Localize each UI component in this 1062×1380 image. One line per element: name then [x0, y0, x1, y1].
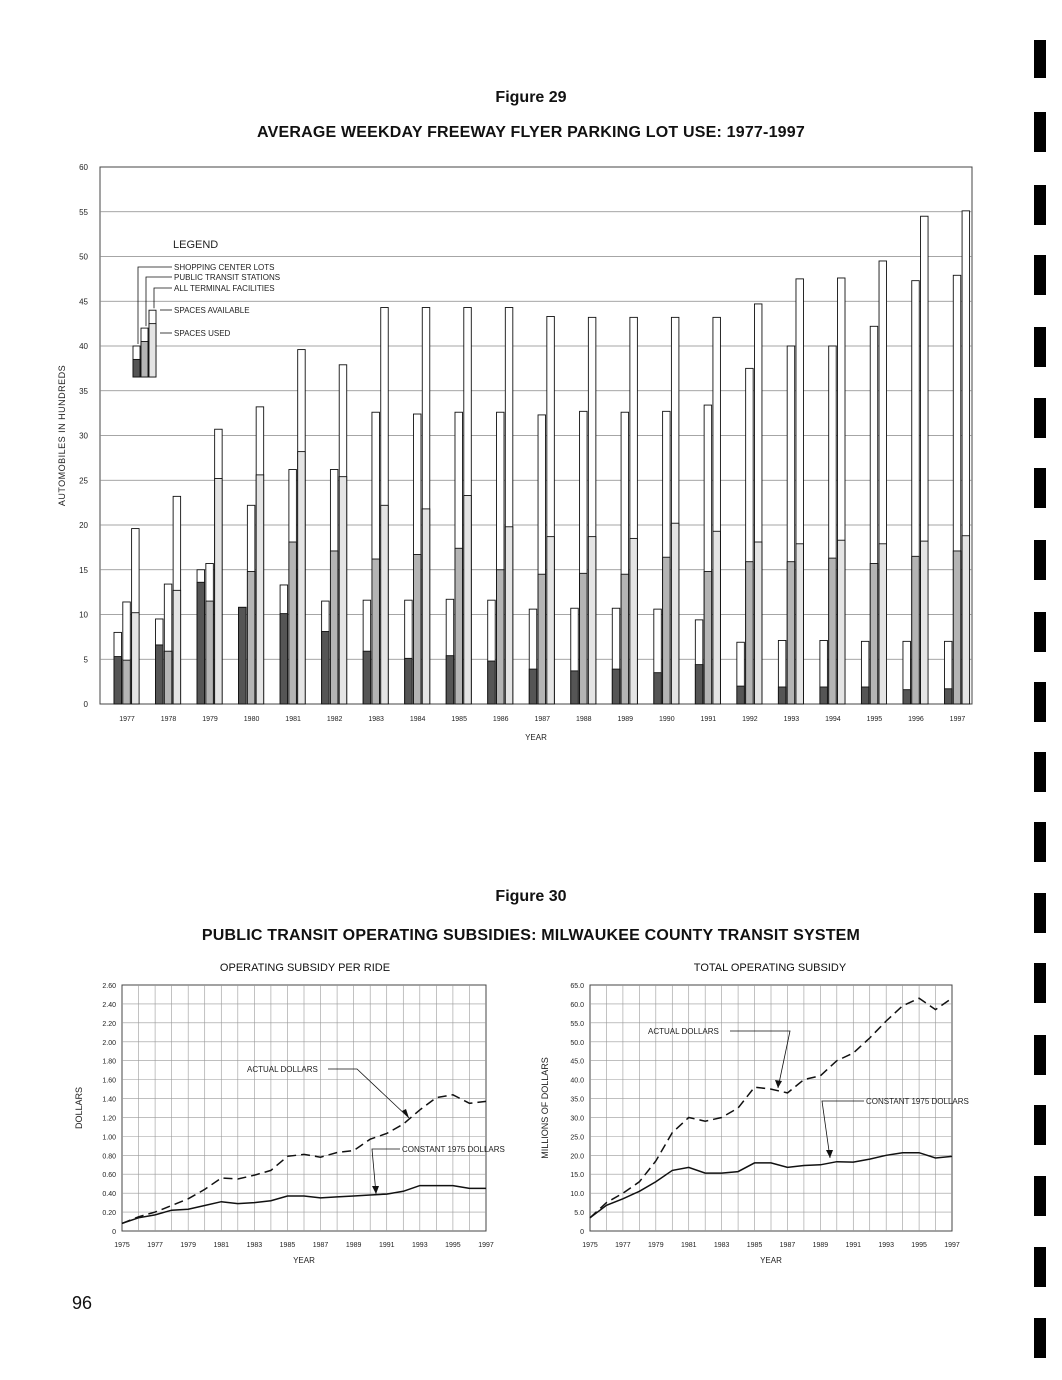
edge-mark: [1034, 752, 1046, 792]
bar-spaces-used: [838, 540, 846, 704]
bar-spaces-used: [497, 570, 505, 704]
subsidy-per-ride-title: OPERATING SUBSIDY PER RIDE: [219, 962, 391, 974]
legend-label: SPACES AVAILABLE: [174, 306, 250, 315]
bar-spaces-used: [372, 559, 380, 704]
x-tick-label: 1991: [845, 1242, 862, 1249]
y-tick-label: 2.20: [102, 1020, 116, 1028]
bar-spaces-used: [298, 452, 306, 704]
y-tick-label: 45: [79, 297, 88, 307]
edge-mark: [1034, 1105, 1046, 1145]
y-tick-label: 0: [83, 700, 88, 709]
y-tick-label: 50: [79, 252, 88, 262]
x-tick-label: 1993: [783, 716, 800, 723]
annotation-arrowhead: [826, 1150, 833, 1158]
edge-mark: [1034, 893, 1046, 933]
bar-spaces-used: [737, 686, 745, 704]
x-tick-label: 1977: [119, 716, 135, 723]
y-tick-label: 30: [79, 431, 88, 441]
bar-spaces-used: [778, 687, 786, 704]
page-number: 96: [72, 1293, 93, 1313]
bar-spaces-used: [123, 660, 131, 704]
edge-mark: [1034, 963, 1046, 1003]
y-axis-label: MILLIONS OF DOLLARS: [540, 1057, 550, 1159]
bar-spaces-used: [405, 658, 413, 704]
x-tick-label: 1990: [659, 716, 675, 723]
x-tick-label: 1986: [492, 716, 509, 723]
bar-spaces-used: [671, 523, 679, 704]
annotation-label: CONSTANT 1975 DOLLARS: [866, 1097, 969, 1106]
bar-spaces-used: [505, 527, 513, 704]
y-tick-label: 60.0: [570, 1001, 584, 1009]
x-tick-label: 1993: [412, 1242, 428, 1249]
bar-spaces-used: [422, 509, 430, 704]
bar-spaces-used: [197, 582, 205, 704]
bar-spaces-used: [538, 574, 546, 704]
bar-spaces-used: [363, 651, 371, 704]
x-tick-label: 1988: [575, 716, 592, 723]
parking-lot-bar-chart: [0, 150, 1000, 750]
y-tick-label: 55.0: [570, 1020, 584, 1028]
edge-mark: [1034, 327, 1046, 367]
x-tick-label: 1975: [114, 1242, 130, 1249]
bar-spaces-used: [704, 572, 712, 704]
x-tick-label: 1989: [345, 1242, 362, 1249]
bar-spaces-used: [953, 551, 961, 704]
y-tick-label: 5.0: [574, 1210, 584, 1218]
y-tick-label: 50.0: [570, 1039, 584, 1047]
x-tick-label: 1992: [742, 716, 758, 723]
legend-label: SPACES USED: [174, 329, 231, 338]
bar-spaces-used: [630, 538, 638, 704]
x-tick-label: 1995: [911, 1242, 927, 1249]
legend-swatch-used: [141, 342, 148, 377]
x-tick-label: 1996: [908, 716, 924, 723]
bar-spaces-used: [879, 544, 887, 704]
edge-mark: [1034, 468, 1046, 508]
x-tick-label: 1997: [949, 716, 966, 723]
bar-spaces-used: [621, 574, 629, 704]
bar-spaces-used: [464, 495, 472, 704]
x-axis-label: YEAR: [293, 1256, 315, 1265]
annotation-leader: [328, 1069, 409, 1118]
bar-spaces-used: [695, 665, 703, 704]
bar-spaces-used: [330, 551, 338, 704]
x-tick-label: 1987: [534, 716, 551, 723]
x-tick-label: 1995: [445, 1242, 461, 1249]
bar-spaces-used: [156, 645, 164, 704]
legend-label: ALL TERMINAL FACILITIES: [174, 284, 275, 293]
y-tick-label: 40: [79, 342, 88, 351]
y-tick-label: 35: [79, 386, 88, 396]
x-axis-label: YEAR: [525, 733, 547, 742]
edge-mark: [1034, 398, 1046, 438]
y-tick-label: 10: [79, 610, 88, 620]
y-tick-label: 0: [112, 1229, 116, 1236]
bar-spaces-used: [754, 542, 762, 704]
bar-spaces-used: [796, 544, 804, 704]
bar-spaces-used: [381, 505, 389, 704]
edge-mark: [1034, 1247, 1046, 1287]
legend-leader: [154, 288, 172, 308]
bar-spaces-used: [820, 687, 828, 704]
x-tick-label: 1975: [582, 1242, 598, 1249]
x-tick-label: 1983: [713, 1242, 730, 1249]
y-tick-label: 30.0: [570, 1115, 584, 1123]
annotation-arrowhead: [372, 1186, 379, 1194]
x-tick-label: 1981: [213, 1242, 230, 1249]
y-tick-label: 0.80: [102, 1153, 116, 1161]
x-tick-label: 1977: [615, 1242, 631, 1249]
x-tick-label: 1985: [451, 716, 467, 723]
x-axis-label: YEAR: [760, 1256, 782, 1265]
bar-spaces-used: [215, 478, 223, 704]
x-tick-label: 1983: [368, 716, 384, 723]
x-tick-label: 1993: [878, 1242, 894, 1249]
edge-mark: [1034, 255, 1046, 295]
edge-mark: [1034, 612, 1046, 652]
y-tick-label: 40.0: [570, 1077, 584, 1085]
total-subsidy-line-chart: [530, 975, 970, 1275]
figure-30-title: PUBLIC TRANSIT OPERATING SUBSIDIES: MILWAUKEE COUNTY TRANSIT SYSTEM: [201, 927, 861, 944]
y-tick-label: 60: [79, 163, 88, 172]
x-tick-label: 1977: [147, 1242, 163, 1249]
figure-29-title: AVERAGE WEEKDAY FREEWAY FLYER PARKING LOT USE: 1977-1997: [257, 124, 805, 141]
y-tick-label: 1.80: [102, 1058, 116, 1066]
y-tick-label: 25.0: [570, 1134, 584, 1142]
y-tick-label: 35.0: [570, 1096, 584, 1104]
bar-spaces-used: [944, 689, 952, 704]
y-tick-label: 1.00: [102, 1134, 116, 1142]
x-tick-label: 1989: [617, 716, 634, 723]
y-tick-label: 0.60: [102, 1172, 116, 1180]
bar-spaces-used: [962, 536, 970, 704]
bar-spaces-used: [588, 537, 596, 704]
bar-spaces-used: [547, 537, 555, 704]
y-tick-label: 25: [79, 476, 88, 486]
edge-mark: [1034, 822, 1046, 862]
subsidy-per-ride-line-chart: [60, 975, 520, 1275]
y-tick-label: 45.0: [570, 1058, 584, 1066]
y-tick-label: 1.40: [102, 1096, 116, 1104]
y-tick-label: 2.40: [102, 1001, 116, 1009]
x-tick-label: 1981: [285, 716, 301, 723]
x-tick-label: 1979: [180, 1242, 196, 1249]
annotation-label: ACTUAL DOLLARS: [247, 1065, 318, 1074]
bar-spaces-used: [280, 614, 288, 704]
edge-mark: [1034, 682, 1046, 722]
figure-30-number: Figure 30: [495, 888, 567, 905]
x-tick-label: 1985: [746, 1242, 763, 1249]
bar-spaces-used: [173, 590, 181, 704]
y-tick-label: 65.0: [570, 983, 584, 990]
edge-mark: [1034, 40, 1046, 78]
edge-mark: [1034, 1318, 1046, 1358]
bar-spaces-used: [654, 673, 662, 704]
bar-spaces-used: [612, 669, 620, 704]
y-tick-label: 1.20: [102, 1115, 116, 1123]
legend-title: LEGEND: [173, 239, 219, 251]
y-tick-label: 20: [79, 521, 88, 530]
x-tick-label: 1987: [779, 1242, 796, 1249]
legend-swatch-used: [133, 359, 140, 377]
x-tick-label: 1978: [160, 716, 177, 723]
bar-spaces-used: [829, 558, 837, 704]
bar-spaces-used: [239, 607, 247, 704]
y-tick-label: 0.20: [102, 1210, 116, 1218]
y-tick-label: 15.0: [570, 1172, 584, 1180]
bar-spaces-used: [580, 573, 588, 704]
annotation-label: ACTUAL DOLLARS: [648, 1027, 719, 1036]
x-tick-label: 1987: [312, 1242, 329, 1249]
x-tick-label: 1979: [648, 1242, 664, 1249]
y-tick-label: 5: [83, 655, 88, 665]
y-tick-label: 1.60: [102, 1077, 116, 1085]
y-axis-label: DOLLARS: [74, 1086, 84, 1130]
y-tick-label: 2.60: [102, 983, 116, 990]
bar-spaces-used: [413, 555, 421, 704]
bar-spaces-used: [861, 687, 869, 704]
total-subsidy-title: TOTAL OPERATING SUBSIDY: [693, 962, 847, 974]
bar-spaces-used: [322, 632, 330, 704]
bar-spaces-used: [488, 661, 496, 704]
figure-29-number: Figure 29: [495, 89, 567, 106]
annotation-label: CONSTANT 1975 DOLLARS: [402, 1145, 505, 1154]
bar-spaces-used: [903, 690, 911, 704]
bar-spaces-used: [132, 613, 140, 704]
x-tick-label: 1995: [866, 716, 883, 723]
x-tick-label: 1997: [944, 1242, 960, 1249]
y-tick-label: 2.00: [102, 1039, 116, 1047]
y-tick-label: 0: [580, 1229, 584, 1236]
x-tick-label: 1985: [279, 1242, 296, 1249]
bar-spaces-used: [921, 541, 929, 704]
y-axis-label: AUTOMOBILES IN HUNDREDS: [57, 364, 67, 507]
edge-mark: [1034, 1176, 1046, 1216]
bar-spaces-used: [713, 531, 721, 704]
x-tick-label: 1991: [378, 1242, 395, 1249]
x-tick-label: 1989: [812, 1242, 829, 1249]
x-tick-label: 1994: [825, 716, 841, 723]
x-tick-label: 1997: [478, 1242, 494, 1249]
bar-spaces-used: [247, 572, 255, 704]
bar-spaces-used: [787, 562, 795, 704]
bar-spaces-used: [571, 671, 579, 704]
bar-spaces-used: [529, 669, 537, 704]
legend-swatch-used: [149, 324, 156, 377]
legend-label: PUBLIC TRANSIT STATIONS: [174, 273, 281, 282]
bar-spaces-used: [870, 563, 878, 704]
annotation-arrowhead: [775, 1080, 782, 1088]
edge-mark: [1034, 112, 1046, 152]
bar-spaces-used: [339, 477, 347, 704]
bar-spaces-used: [114, 657, 122, 704]
y-tick-label: 15: [79, 565, 88, 575]
x-tick-label: 1979: [202, 716, 218, 723]
y-tick-label: 10.0: [570, 1191, 584, 1199]
x-tick-label: 1991: [700, 716, 717, 723]
x-tick-label: 1984: [409, 716, 426, 723]
y-tick-label: 20.0: [570, 1153, 584, 1161]
legend-label: SHOPPING CENTER LOTS: [174, 263, 275, 272]
bar-spaces-used: [446, 656, 454, 704]
x-tick-label: 1983: [246, 1242, 263, 1249]
bar-spaces-used: [206, 601, 214, 704]
edge-mark: [1034, 1035, 1046, 1075]
x-tick-label: 1982: [326, 716, 343, 723]
y-tick-label: 55: [79, 207, 88, 217]
y-tick-label: 0.40: [102, 1191, 116, 1199]
bar-spaces-used: [746, 562, 754, 704]
edge-mark: [1034, 185, 1046, 225]
edge-mark: [1034, 540, 1046, 580]
bar-spaces-used: [455, 548, 463, 704]
bar-spaces-used: [663, 557, 671, 704]
bar-spaces-used: [256, 475, 264, 704]
bar-spaces-used: [912, 556, 920, 704]
x-tick-label: 1981: [680, 1242, 697, 1249]
bar-spaces-used: [289, 542, 297, 704]
annotation-leader: [822, 1101, 864, 1158]
bar-spaces-used: [164, 651, 172, 704]
x-tick-label: 1980: [243, 716, 260, 723]
